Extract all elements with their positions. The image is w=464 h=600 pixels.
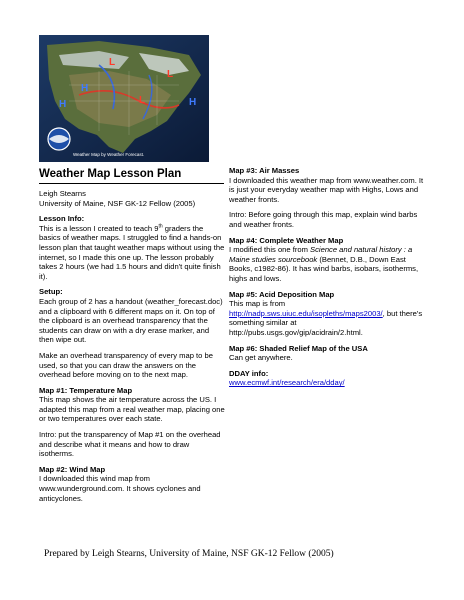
map5-heading: Map #5: Acid Deposition Map <box>229 289 335 299</box>
map3-heading: Map #3: Air Masses <box>229 166 300 175</box>
setup-text-1: Each group of 2 has a handout (weather_forecast.doc) and a clipboard with 6 different maps on it. On top of the clipboard is an overhead transparency that the students can draw on with a dry erase marker, and then wipe out. <box>39 296 223 345</box>
page-footer: Prepared by Leigh Stearns, University of Maine, NSF GK-12 Fellow (2005) <box>44 549 334 559</box>
lesson-info-text: This is a lesson I created to teach 9th graders the basics of weather maps. I struggled to find a hands-on lesson plan that taught weather maps without using the internet, so I made this one up. The lesson probably takes 2 hours (we had 1.5 hours and didn't quite finish it). <box>39 223 225 281</box>
map-caption: Weather Map by Weather Forecast. <box>73 152 145 157</box>
map1-heading: Map #1: Temperature Map <box>39 385 133 395</box>
map2-heading: Map #2: Wind Map <box>39 464 106 474</box>
pressure-letter-h: H <box>81 83 89 94</box>
pressure-letter-l: L <box>109 57 116 68</box>
lesson-info-heading: Lesson Info: <box>39 214 85 224</box>
map6-text-1: Can get anywhere. <box>229 353 293 363</box>
setup-text-2: Make an overhead transparency of every map to be used, so that you can draw the answers on the overhead before moving on to the next map. <box>39 350 213 380</box>
dday-link[interactable]: www.ecmwf.int/research/era/dday/ <box>229 378 345 388</box>
document-title: Weather Map Lesson Plan <box>39 168 182 180</box>
author-affiliation: University of Maine, NSF GK-12 Fellow (2005) <box>39 198 196 208</box>
title-rule <box>39 183 224 184</box>
map3-text-2: Intro: Before going through this map, explain wind barbs and weather fronts. <box>229 210 418 229</box>
setup-heading: Setup: <box>39 287 63 297</box>
map4-text-1: I modified this one from Science and natural history : a Maine studies sourcebook (Bennet, D.B., Down East Books, c1982-86). It has wind barbs, isobars, isotherms, highs and lows. <box>229 245 419 283</box>
map2-text-1: I downloaded this wind map from www.wunderground.com. It shows cyclones and anticyclones. <box>39 474 201 503</box>
dday-heading: DDAY info: <box>229 368 269 378</box>
map3-text-1: I downloaded this weather map from www.weather.com. It is just your everyday weather map with Highs, Lows and weather fronts. <box>229 175 424 204</box>
map1-text-2: Intro: put the transparency of Map #1 on the overhead and describe what it means and how to draw isotherms. <box>39 430 221 459</box>
pressure-letter-h: H <box>59 99 67 110</box>
map1-text-1: This map shows the air temperature across the US. I adapted this map from a real weather map, placing one or two temperatures over each state. <box>39 395 225 424</box>
pressure-letter-l: L <box>139 95 146 106</box>
map4-heading: Map #4: Complete Weather Map <box>229 235 344 245</box>
acid-map-link[interactable]: http://nadp.sws.uiuc.edu/isopleths/maps2003/ <box>229 308 383 318</box>
left-column <box>39 166 225 503</box>
pressure-letter-h: H <box>189 97 197 108</box>
weather-map-image <box>39 35 209 162</box>
map5-text-1: This map is from http://nadp.sws.uiuc.edu/isopleths/maps2003/, but there's something similar at http://pubs.usgs.gov/gip/acidrain/2.html. <box>229 299 423 337</box>
map6-heading: Map #6: Shaded Relief Map of the USA <box>229 343 368 353</box>
author-name: Leigh Stearns <box>39 189 86 198</box>
pressure-letter-l: L <box>167 69 174 80</box>
right-column <box>229 166 429 388</box>
